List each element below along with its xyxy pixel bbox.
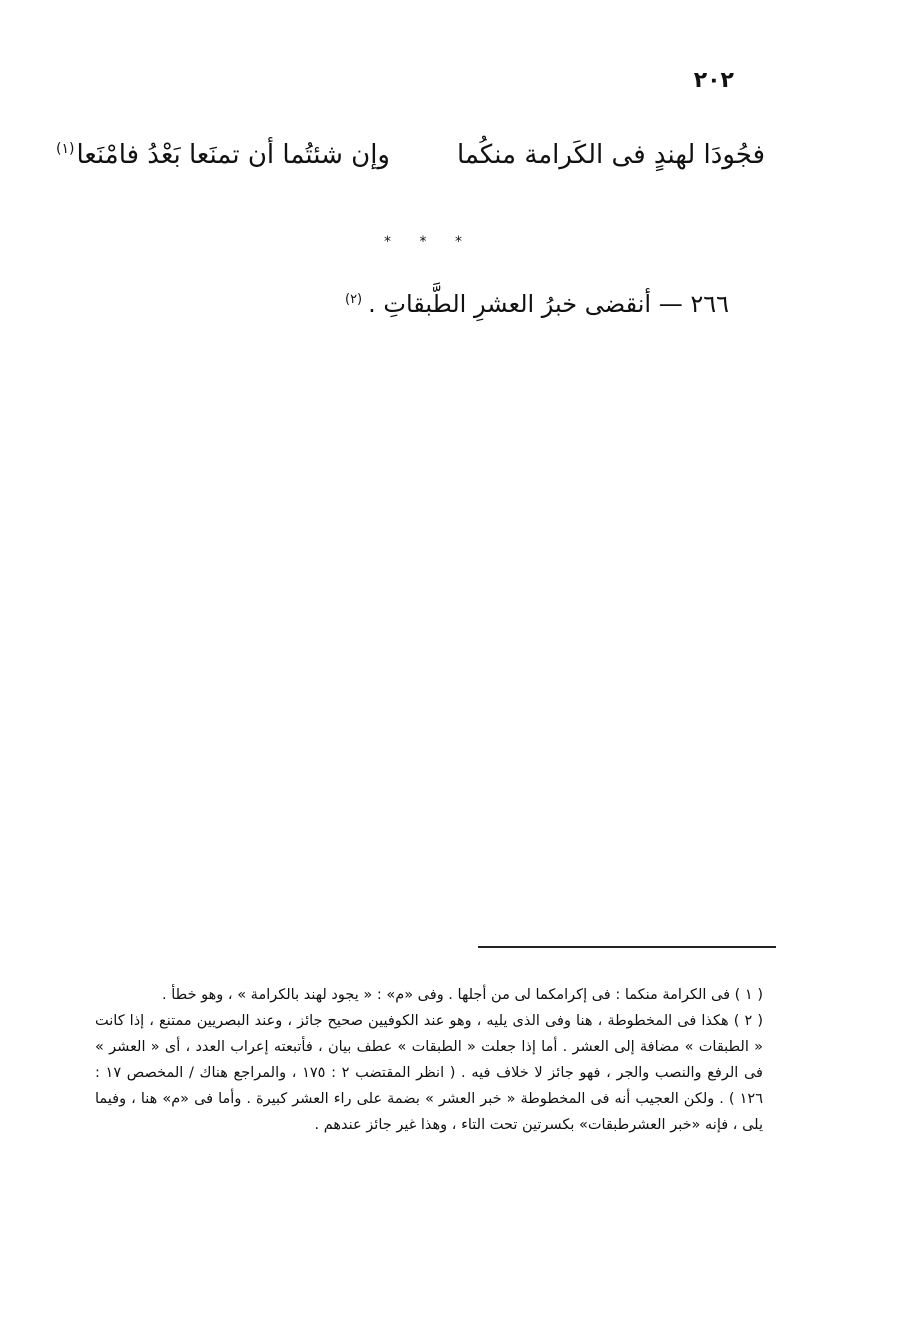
verse-second-hemistich [56, 140, 390, 170]
entry-text: ٢٦٦ — أنقضى خبرُ العشرِ الطَّبقاتِ . [368, 290, 729, 318]
footnotes-section [95, 982, 763, 1138]
entry-heading [345, 290, 729, 318]
footnote-2: ( ٢ ) هكذا فى المخطوطة ، هنا وفى الذى يليه ، وهو عند الكوفيين صحيح جائز ، وعند البصريين ممتنع ، إذا كانت « الطبقات » مضافة إلى العشر . أما إذا جعلت « الطبقات » عطف بيان ، فأتبعته إعراب العدد ، أى « العشر » فى الرفع والنصب والجر ، فهو جائز لا خلاف فيه . ( انظر المقتضب ٢ : ١٧٥ ، والمراجع هناك / المخصص ١٧ : ١٢٦ ) . ولكن العجيب أنه فى المخطوطة « خبر العشر » بضمة على راء العشر كبيرة . وأما فى «م» هنا ، وفيما يلى ، فإنه «خبر العشرطبقات» بكسرتين تحت التاء ، وهذا غير جائز عندهم . [95, 1013, 763, 1133]
section-separator: * * * [384, 234, 474, 250]
page-number: ٢٠٢ [693, 68, 734, 93]
poetry-verse [55, 130, 765, 190]
entry-footnote-marker: (٢) [344, 292, 363, 307]
verse-first-hemistich: فجُودَا لهندٍ فى الكَرامة منكُما [456, 140, 765, 170]
footnote-divider [478, 946, 776, 948]
verse-footnote-marker: (١) [55, 141, 75, 158]
footnote-1: ( ١ ) فى الكرامة منكما : فى إكرامكما لى من أجلها . وفى «م» : « يجود لهند بالكرامة » ، وهو خطأ . [162, 987, 763, 1003]
verse-second-hemistich-text: وإن شئتُما أن تمنَعا بَعْدُ فامْنَعا [76, 140, 390, 170]
